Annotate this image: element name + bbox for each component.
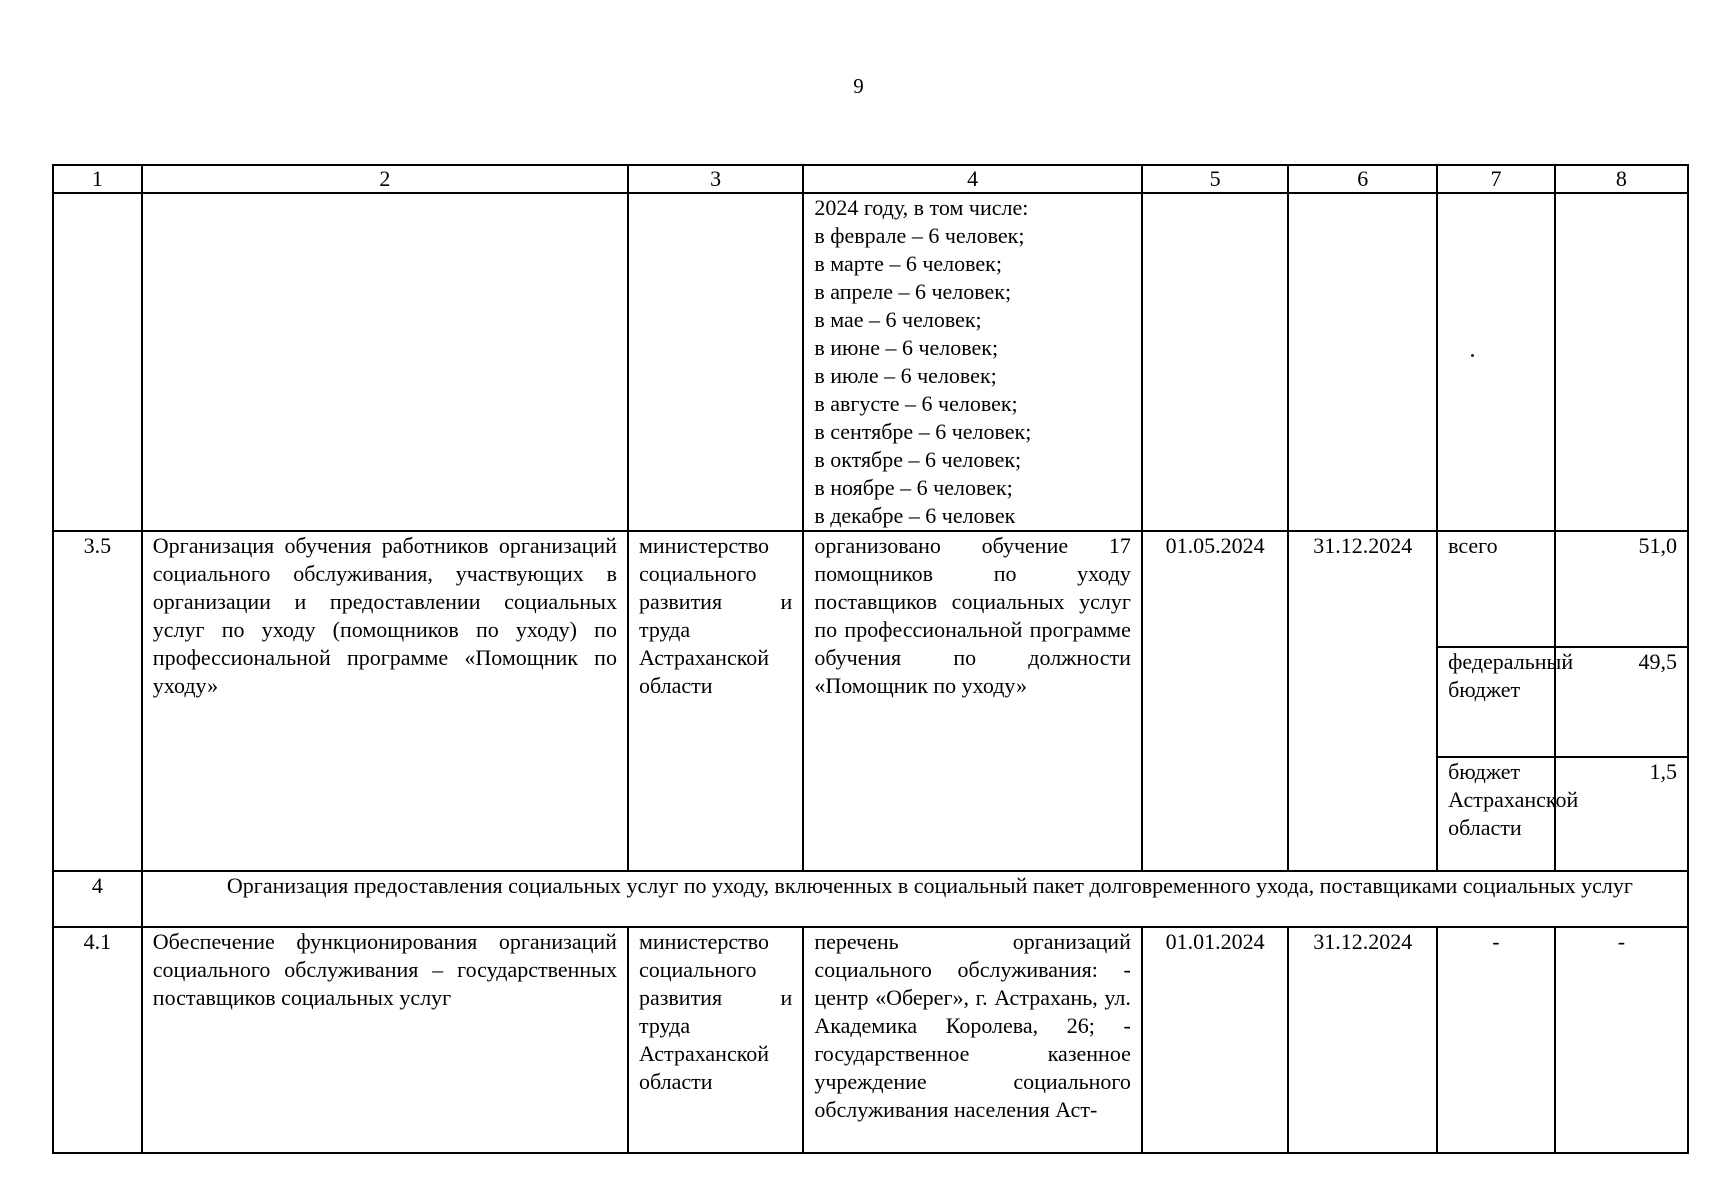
expected-result: перечень организаций социального обслуживания: - центр «Оберег», г. Астрахань, ул. Академика Королева, 26; - государственное казенное учреждение социального обслуживания населения Аст-	[803, 927, 1142, 1153]
start-date: 01.05.2024	[1142, 531, 1289, 871]
start-date: 01.01.2024	[1142, 927, 1289, 1153]
result-line: в июне – 6 человек;	[814, 335, 999, 360]
result-line: 2024 году, в том числе:	[814, 195, 1029, 220]
column-number: 1	[53, 165, 142, 193]
section-4-row	[53, 871, 1688, 927]
funding-source: -	[1437, 927, 1555, 1153]
section-title: Организация предоставления социальных услуг по уходу, включенных в социальный пакет долговременного ухода, поставщиками социальных услуг	[142, 871, 1688, 927]
funding-amount: 49,5	[1555, 647, 1688, 757]
scan-speck	[1471, 354, 1474, 357]
row-3-5	[53, 531, 1688, 647]
column-number: 6	[1288, 165, 1437, 193]
column-number: 3	[628, 165, 803, 193]
result-line: в декабре – 6 человек	[814, 503, 1016, 528]
result-line: в ноябре – 6 человек;	[814, 475, 1013, 500]
result-line: в октябре – 6 человек;	[814, 447, 1022, 472]
funding-source: всего	[1437, 531, 1555, 647]
row-number: 4.1	[53, 927, 142, 1153]
column-number: 4	[803, 165, 1142, 193]
row-4-1	[53, 927, 1688, 1153]
funding-source: бюджет Астраханской области	[1437, 757, 1555, 871]
result-line: в марте – 6 человек;	[814, 251, 1002, 276]
funding-source: федеральный бюджет	[1437, 647, 1555, 757]
row-number: 3.5	[53, 531, 142, 871]
column-number: 8	[1555, 165, 1688, 193]
continued-result-cell	[803, 193, 1142, 531]
result-line: в феврале – 6 человек;	[814, 223, 1025, 248]
result-line: в июле – 6 человек;	[814, 363, 997, 388]
funding-amount: 51,0	[1555, 531, 1688, 647]
column-number: 7	[1437, 165, 1555, 193]
funding-amount: 1,5	[1555, 757, 1688, 871]
result-line: в августе – 6 человек;	[814, 391, 1018, 416]
activity-name: Обеспечение функционирования организаций социального обслуживания – государственных поставщиков социальных услуг	[142, 927, 628, 1153]
result-line: в мае – 6 человек;	[814, 307, 982, 332]
activity-name: Организация обучения работников организаций социального обслуживания, участвующих в организации и предоставлении социальных услуг по уходу (помощников по уходу) по профессиональной программе «Помощник по уходу»	[142, 531, 628, 871]
executor: министерство социального развития и труда Астраханской области	[628, 531, 803, 871]
executor: министерство социального развития и труда Астраханской области	[628, 927, 803, 1153]
plan-table	[52, 164, 1689, 1154]
continued-row	[53, 193, 1688, 531]
column-numbers-row	[53, 165, 1688, 193]
section-number: 4	[53, 871, 142, 927]
page-number: 9	[853, 74, 864, 98]
funding-amount: -	[1555, 927, 1688, 1153]
result-line: в апреле – 6 человек;	[814, 279, 1012, 304]
end-date: 31.12.2024	[1288, 531, 1437, 871]
result-line: в сентябре – 6 человек;	[814, 419, 1032, 444]
expected-result: организовано обучение 17 помощников по уходу поставщиков социальных услуг по профессиональной программе обучения по должности «Помощник по уходу»	[803, 531, 1142, 871]
column-number: 5	[1142, 165, 1289, 193]
column-number: 2	[142, 165, 628, 193]
end-date: 31.12.2024	[1288, 927, 1437, 1153]
